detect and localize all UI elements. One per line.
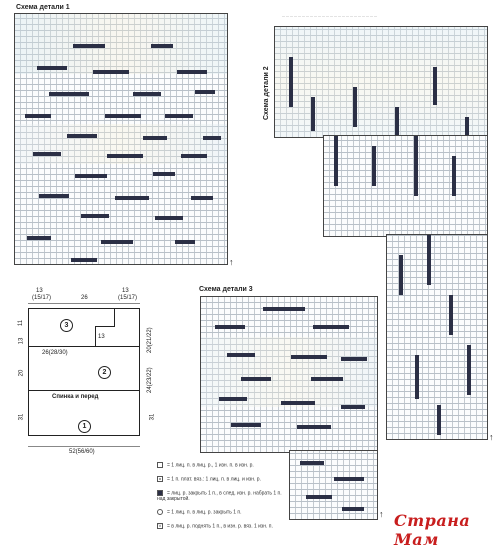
- stitch-mark: [27, 236, 51, 240]
- stitch-mark: [341, 405, 365, 409]
- stitch-mark: [300, 461, 324, 465]
- part-1-marker: 1: [78, 420, 91, 433]
- stitch-mark: [105, 114, 141, 118]
- garment-schematic: [14, 286, 159, 466]
- dim-top-left: 13: [36, 288, 43, 294]
- legend-item: = 1 п. плат. вяз.: 1 лиц. п. в лиц. и изн. р.: [157, 476, 261, 482]
- stitch-mark: [93, 70, 129, 74]
- stitch-mark: [241, 377, 271, 381]
- legend-item: = 1 лиц. п. в лиц. р. закрыть 1 п.: [157, 509, 241, 515]
- chart2-grid-mid: [323, 135, 488, 237]
- stitch-mark: [427, 235, 431, 285]
- legend-item: V = в лиц. р. поднять 1 п., в изн. р. вяз. 1 изн. п.: [158, 523, 273, 530]
- dim-top-mid: 26: [81, 295, 88, 301]
- stitch-mark: [107, 154, 143, 158]
- stitch-mark: [263, 307, 305, 311]
- stitch-mark: [452, 156, 456, 196]
- part-3-marker: 3: [60, 319, 73, 332]
- stitch-mark: [219, 397, 247, 401]
- legend-item: = лиц. р. закрыть 1 п., в след. изн. р. набрать 1 п. над закрытой.: [157, 490, 282, 503]
- stitch-mark: [289, 57, 293, 107]
- chart3-title: Схема детали 3: [199, 286, 253, 293]
- row-direction-arrow-icon: ↑: [489, 432, 494, 442]
- stitch-mark: [433, 67, 437, 105]
- stitch-mark: [71, 258, 97, 262]
- stitch-mark: [353, 87, 357, 127]
- dim-left-13: 13: [18, 337, 25, 345]
- chart3-grid-bottom: [289, 450, 378, 520]
- stitch-mark: [291, 355, 327, 359]
- stitch-mark: [334, 136, 338, 186]
- stitch-mark: [311, 97, 315, 131]
- chart2-stitch-numbers: ⋯⋯⋯⋯⋯⋯⋯⋯⋯⋯⋯⋯⋯⋯⋯⋯⋯⋯⋯⋯⋯⋯⋯⋯: [282, 14, 378, 18]
- stitch-mark: [153, 172, 175, 176]
- dot-cell-icon: [157, 476, 163, 482]
- stitch-mark: [177, 70, 207, 74]
- stitch-mark: [101, 240, 133, 244]
- dim-left-11: 11: [18, 319, 25, 327]
- stitch-mark: [311, 377, 343, 381]
- dim-right-20: 20(21/22): [147, 327, 153, 353]
- dim-top-right-sub: (15/17): [118, 295, 138, 301]
- row-direction-arrow-icon: ↑: [379, 509, 384, 519]
- stitch-mark: [372, 146, 376, 186]
- dim-right-31: 31: [149, 413, 156, 421]
- stitch-mark: [165, 114, 193, 118]
- chart1-grid: [14, 13, 228, 265]
- stitch-mark: [203, 136, 221, 140]
- stitch-mark: [133, 92, 161, 96]
- dim-bottom: 52(56/60): [69, 449, 95, 455]
- stitch-mark: [415, 355, 419, 399]
- stitch-mark: [195, 90, 215, 94]
- dim-left-31: 31: [18, 413, 25, 421]
- dim-right-24: 24(23/22): [147, 367, 153, 393]
- stitch-mark: [297, 425, 331, 429]
- dim-inner-width: 26(28/30): [42, 350, 68, 356]
- stitch-mark: [414, 136, 418, 196]
- stitch-mark: [191, 196, 213, 200]
- dim-top-right: 13: [122, 288, 129, 294]
- stitch-mark: [181, 154, 207, 158]
- stitch-mark: [75, 174, 107, 178]
- row-direction-arrow-icon: ↑: [229, 257, 234, 267]
- stitch-mark: [37, 66, 67, 70]
- stitch-mark: [227, 353, 255, 357]
- stitch-mark: [281, 401, 315, 405]
- stitch-mark: [39, 194, 69, 198]
- stitch-mark: [449, 295, 453, 335]
- stitch-mark: [49, 92, 89, 96]
- chart1-title: Схема детали 1: [16, 4, 70, 11]
- empty-cell-icon: [157, 462, 163, 468]
- stitch-mark: [215, 325, 245, 329]
- stitch-mark: [341, 357, 367, 361]
- stitch-mark: [81, 214, 109, 218]
- stitch-mark: [67, 134, 97, 138]
- chart3-grid-top: [200, 296, 378, 453]
- stitch-mark: [313, 325, 349, 329]
- o-cell-icon: [157, 509, 163, 515]
- dim-top-left-sub: (15/17): [32, 295, 52, 301]
- stitch-mark: [399, 255, 403, 295]
- part-2-marker: 2: [98, 366, 111, 379]
- stitch-mark: [33, 152, 61, 156]
- chart2-grid-bottom: [386, 234, 488, 440]
- stitch-mark: [143, 136, 167, 140]
- v-cell-icon: V: [158, 523, 162, 528]
- site-watermark-logo: Страна Мам: [394, 511, 471, 549]
- stitch-mark: [342, 507, 364, 511]
- stitch-mark: [334, 477, 364, 481]
- chart2-title: Схема детали 2: [263, 66, 270, 120]
- dim-inner-13: 13: [98, 334, 105, 340]
- stitch-mark: [306, 495, 332, 499]
- stitch-mark: [73, 44, 105, 48]
- stitch-mark: [151, 44, 173, 48]
- legend-item: = 1 лиц. п. в лиц. р., 1 изн. п. в изн. р.: [157, 462, 254, 468]
- stitch-mark: [115, 196, 149, 200]
- stitch-mark: [437, 405, 441, 435]
- stitch-mark: [467, 345, 471, 395]
- stitch-mark: [175, 240, 195, 244]
- section-label: Спинка и перед: [52, 394, 99, 400]
- stitch-mark: [25, 114, 51, 118]
- chart2-grid-top: [274, 26, 488, 138]
- stitch-mark: [155, 216, 183, 220]
- dim-left-20: 20: [18, 369, 25, 377]
- stitch-mark: [395, 107, 399, 137]
- stitch-mark: [231, 423, 261, 427]
